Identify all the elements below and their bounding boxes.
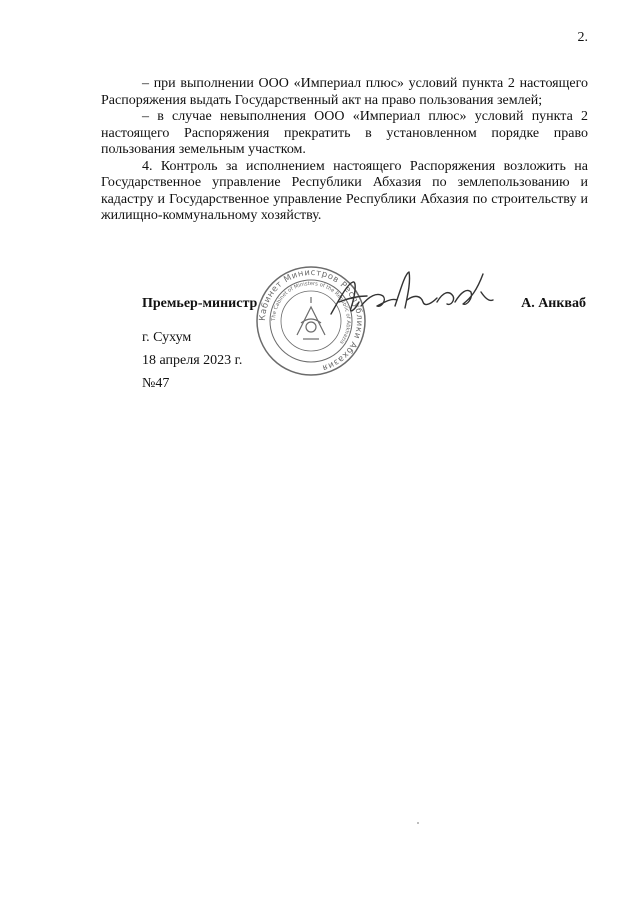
document-place: г. Сухум bbox=[142, 330, 192, 345]
signatory-name: А. Анкваб bbox=[521, 296, 586, 311]
seal-emblem-icon bbox=[297, 297, 325, 339]
document-body bbox=[101, 76, 588, 225]
seal-outer-text: Кабинет Министров Республики Абхазия bbox=[257, 267, 365, 373]
seal-inner-text: The Cabinet of Ministers of the Republic of Abkhazia bbox=[270, 280, 352, 345]
paragraph-terminate-right: – в случае невыполнения ООО «Империал плюс» условий пункта 2 настоящего Распоряжения прекратить в установленном порядке право пользования земельным участком. bbox=[101, 109, 588, 157]
scan-speck bbox=[417, 822, 419, 824]
paragraph-issue-act: – при выполнении ООО «Империал плюс» условий пункта 2 настоящего Распоряжения выдать Государственный акт на право пользования землей; bbox=[101, 76, 588, 108]
document-date: 18 апреля 2023 г. bbox=[142, 353, 243, 368]
page-number: 2. bbox=[577, 30, 588, 45]
document-number: №47 bbox=[142, 376, 170, 391]
signatory-title: Премьер-министр bbox=[142, 296, 258, 311]
paragraph-control: 4. Контроль за исполнением настоящего Распоряжения возложить на Государственное управление Республики Абхазия по землепользованию и кадастру и Государственное управление Республики Абхазия по строительству и жилищно-коммунальному хозяйству. bbox=[101, 158, 588, 223]
handwritten-signature-icon bbox=[325, 262, 500, 332]
